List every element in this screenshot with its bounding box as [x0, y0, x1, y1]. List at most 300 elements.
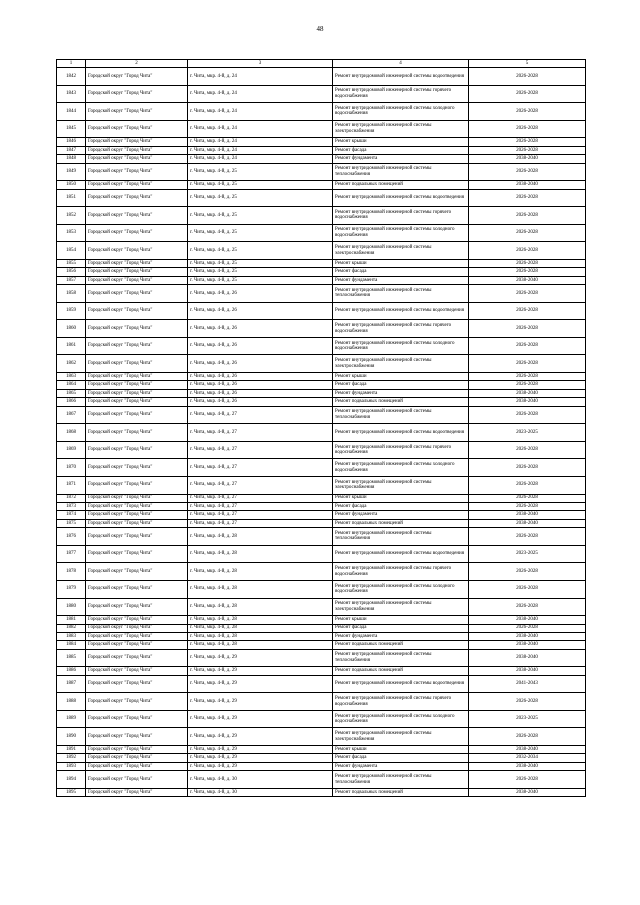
row-number-cell: 1865: [57, 389, 86, 397]
address-cell: г. Чита, мкр. 4-й, д. 27: [188, 519, 333, 527]
period-cell: 2026-2028: [469, 381, 586, 389]
work-type-cell: Ремонт фасада: [333, 146, 469, 154]
row-number-cell: 1854: [57, 242, 86, 260]
table-row: [57, 580, 586, 598]
table-header-row: [57, 60, 586, 68]
table-row: [57, 302, 586, 320]
work-type-cell: Ремонт внутридомовой инженерной системы холодного водоснабжения: [333, 103, 469, 121]
row-number-cell: 1868: [57, 424, 86, 442]
table-row: [57, 146, 586, 154]
period-cell: 2026-2028: [469, 242, 586, 260]
table-row: [57, 406, 586, 424]
row-number-cell: 1892: [57, 754, 86, 762]
work-type-cell: Ремонт внутридомовой инженерной системы горячего водоснабжения: [333, 320, 469, 338]
municipality-cell: Городской округ "Город Чита": [86, 502, 188, 510]
table-row: [57, 189, 586, 207]
row-number-cell: 1857: [57, 276, 86, 284]
period-cell: 2038-2040: [469, 641, 586, 649]
row-number-cell: 1886: [57, 667, 86, 675]
row-number-cell: 1880: [57, 598, 86, 616]
municipality-cell: Городской округ "Город Чита": [86, 373, 188, 381]
work-type-cell: Ремонт фасада: [333, 268, 469, 276]
address-cell: г. Чита, мкр. 4-й, д. 27: [188, 494, 333, 502]
work-type-cell: Ремонт внутридомовой инженерной системы теплоснабжения: [333, 649, 469, 667]
municipality-cell: Городской округ "Город Чита": [86, 398, 188, 406]
work-type-cell: Ремонт внутридомовой инженерной системы горячего водоснабжения: [333, 85, 469, 103]
address-cell: г. Чита, мкр. 4-й, д. 30: [188, 771, 333, 789]
work-type-cell: Ремонт внутридомовой инженерной системы теплоснабжения: [333, 771, 469, 789]
municipality-cell: Городской округ "Город Чита": [86, 476, 188, 494]
work-type-cell: Ремонт фундамента: [333, 511, 469, 519]
table-row: [57, 494, 586, 502]
period-cell: 2026-2028: [469, 138, 586, 146]
period-cell: 2026-2028: [469, 693, 586, 711]
table-row: [57, 545, 586, 563]
address-cell: г. Чита, мкр. 4-й, д. 29: [188, 667, 333, 675]
municipality-cell: Городской округ "Город Чита": [86, 762, 188, 770]
address-cell: г. Чита, мкр. 4-й, д. 24: [188, 138, 333, 146]
work-type-cell: Ремонт фасада: [333, 381, 469, 389]
period-cell: 2026-2028: [469, 146, 586, 154]
table-row: [57, 381, 586, 389]
period-cell: 2026-2028: [469, 207, 586, 225]
period-cell: 2026-2028: [469, 285, 586, 303]
municipality-cell: Городской округ "Город Чита": [86, 120, 188, 138]
row-number-cell: 1862: [57, 355, 86, 373]
municipality-cell: Городской округ "Город Чита": [86, 519, 188, 527]
municipality-cell: Городской округ "Город Чита": [86, 616, 188, 624]
period-cell: 2026-2028: [469, 163, 586, 181]
row-number-cell: 1884: [57, 641, 86, 649]
period-cell: 2026-2028: [469, 355, 586, 373]
row-number-cell: 1846: [57, 138, 86, 146]
work-type-cell: Ремонт внутридомовой инженерной системы водоотведения: [333, 675, 469, 693]
row-number-cell: 1852: [57, 207, 86, 225]
work-type-cell: Ремонт внутридомовой инженерной системы теплоснабжения: [333, 163, 469, 181]
work-type-cell: Ремонт подвальных помещений: [333, 519, 469, 527]
table-row: [57, 710, 586, 728]
table-row: [57, 624, 586, 632]
municipality-cell: Городской округ "Город Чита": [86, 545, 188, 563]
municipality-cell: Городской округ "Город Чита": [86, 494, 188, 502]
address-cell: г. Чита, мкр. 4-й, д. 29: [188, 754, 333, 762]
table-row: [57, 120, 586, 138]
table-row: [57, 728, 586, 746]
municipality-cell: Городской округ "Город Чита": [86, 693, 188, 711]
period-cell: 2038-2040: [469, 616, 586, 624]
table-row: [57, 181, 586, 189]
period-cell: 2041-2043: [469, 675, 586, 693]
period-cell: 2026-2028: [469, 406, 586, 424]
municipality-cell: Городской округ "Город Чита": [86, 224, 188, 242]
row-number-cell: 1859: [57, 302, 86, 320]
address-cell: г. Чита, мкр. 4-й, д. 29: [188, 762, 333, 770]
row-number-cell: 1851: [57, 189, 86, 207]
work-type-cell: Ремонт крыши: [333, 746, 469, 754]
municipality-cell: Городской округ "Город Чита": [86, 155, 188, 163]
period-cell: 2026-2028: [469, 103, 586, 121]
address-cell: г. Чита, мкр. 4-й, д. 25: [188, 224, 333, 242]
table-row: [57, 207, 586, 225]
address-cell: г. Чита, мкр. 4-й, д. 24: [188, 68, 333, 86]
work-type-cell: Ремонт внутридомовой инженерной системы водоотведения: [333, 68, 469, 86]
address-cell: г. Чита, мкр. 4-й, д. 29: [188, 710, 333, 728]
period-cell: 2038-2040: [469, 181, 586, 189]
repair-schedule-table: [56, 59, 586, 797]
municipality-cell: Городской округ "Город Чита": [86, 138, 188, 146]
row-number-cell: 1845: [57, 120, 86, 138]
row-number-cell: 1861: [57, 337, 86, 355]
period-cell: 2026-2028: [469, 320, 586, 338]
address-cell: г. Чита, мкр. 4-й, д. 26: [188, 320, 333, 338]
row-number-cell: 1891: [57, 746, 86, 754]
work-type-cell: Ремонт внутридомовой инженерной системы теплоснабжения: [333, 528, 469, 546]
work-type-cell: Ремонт внутридомовой инженерной системы электроснабжения: [333, 242, 469, 260]
table-row: [57, 138, 586, 146]
row-number-cell: 1877: [57, 545, 86, 563]
row-number-cell: 1881: [57, 616, 86, 624]
municipality-cell: Городской округ "Город Чита": [86, 754, 188, 762]
address-cell: г. Чита, мкр. 4-й, д. 28: [188, 563, 333, 581]
table-row: [57, 641, 586, 649]
work-type-cell: Ремонт подвальных помещений: [333, 181, 469, 189]
address-cell: г. Чита, мкр. 4-й, д. 26: [188, 337, 333, 355]
work-type-cell: Ремонт фасада: [333, 624, 469, 632]
period-cell: 2026-2028: [469, 728, 586, 746]
work-type-cell: Ремонт подвальных помещений: [333, 641, 469, 649]
work-type-cell: Ремонт внутридомовой инженерной системы горячего водоснабжения: [333, 207, 469, 225]
table-row: [57, 746, 586, 754]
address-cell: г. Чита, мкр. 4-й, д. 27: [188, 511, 333, 519]
table-row: [57, 476, 586, 494]
table-row: [57, 598, 586, 616]
address-cell: г. Чита, мкр. 4-й, д. 24: [188, 103, 333, 121]
row-number-cell: 1860: [57, 320, 86, 338]
table-row: [57, 155, 586, 163]
address-cell: г. Чита, мкр. 4-й, д. 27: [188, 424, 333, 442]
address-cell: г. Чита, мкр. 4-й, д. 29: [188, 728, 333, 746]
municipality-cell: Городской округ "Город Чита": [86, 163, 188, 181]
work-type-cell: Ремонт крыши: [333, 259, 469, 267]
period-cell: 2023-2025: [469, 710, 586, 728]
table-row: [57, 519, 586, 527]
row-number-cell: 1864: [57, 381, 86, 389]
work-type-cell: Ремонт внутридомовой инженерной системы электроснабжения: [333, 598, 469, 616]
municipality-cell: Городской округ "Город Чита": [86, 580, 188, 598]
table-row: [57, 85, 586, 103]
period-cell: 2038-2040: [469, 398, 586, 406]
row-number-cell: 1885: [57, 649, 86, 667]
address-cell: г. Чита, мкр. 4-й, д. 29: [188, 693, 333, 711]
address-cell: г. Чита, мкр. 4-й, д. 28: [188, 632, 333, 640]
work-type-cell: Ремонт фундамента: [333, 389, 469, 397]
work-type-cell: Ремонт внутридомовой инженерной системы электроснабжения: [333, 728, 469, 746]
municipality-cell: Городской округ "Город Чита": [86, 68, 188, 86]
table-row: [57, 398, 586, 406]
address-cell: г. Чита, мкр. 4-й, д. 28: [188, 528, 333, 546]
municipality-cell: Городской округ "Город Чита": [86, 441, 188, 459]
table-row: [57, 355, 586, 373]
work-type-cell: Ремонт внутридомовой инженерной системы водоотведения: [333, 189, 469, 207]
address-cell: г. Чита, мкр. 4-й, д. 26: [188, 389, 333, 397]
address-cell: г. Чита, мкр. 4-й, д. 26: [188, 381, 333, 389]
table-row: [57, 771, 586, 789]
period-cell: 2032-2034: [469, 754, 586, 762]
work-type-cell: Ремонт внутридомовой инженерной системы теплоснабжения: [333, 285, 469, 303]
period-cell: 2026-2028: [469, 502, 586, 510]
period-cell: 2038-2040: [469, 276, 586, 284]
table-row: [57, 242, 586, 260]
municipality-cell: Городской округ "Город Чита": [86, 641, 188, 649]
municipality-cell: Городской округ "Город Чита": [86, 598, 188, 616]
row-number-cell: 1889: [57, 710, 86, 728]
work-type-cell: Ремонт подвальных помещений: [333, 667, 469, 675]
work-type-cell: Ремонт внутридомовой инженерной системы электроснабжения: [333, 120, 469, 138]
address-cell: г. Чита, мкр. 4-й, д. 28: [188, 580, 333, 598]
work-type-cell: Ремонт внутридомовой инженерной системы электроснабжения: [333, 355, 469, 373]
period-cell: 2026-2028: [469, 624, 586, 632]
period-cell: 2038-2040: [469, 788, 586, 796]
municipality-cell: Городской округ "Город Чита": [86, 207, 188, 225]
row-number-cell: 1843: [57, 85, 86, 103]
row-number-cell: 1842: [57, 68, 86, 86]
table-row: [57, 632, 586, 640]
period-cell: 2038-2040: [469, 667, 586, 675]
row-number-cell: 1882: [57, 624, 86, 632]
municipality-cell: Городской округ "Город Чита": [86, 337, 188, 355]
row-number-cell: 1858: [57, 285, 86, 303]
period-cell: 2026-2028: [469, 120, 586, 138]
municipality-cell: Городской округ "Город Чита": [86, 667, 188, 675]
period-cell: 2026-2028: [469, 580, 586, 598]
work-type-cell: Ремонт крыши: [333, 373, 469, 381]
period-cell: 2026-2028: [469, 302, 586, 320]
municipality-cell: Городской округ "Город Чита": [86, 632, 188, 640]
row-number-cell: 1890: [57, 728, 86, 746]
municipality-cell: Городской округ "Город Чита": [86, 511, 188, 519]
table-row: [57, 285, 586, 303]
table-row: [57, 389, 586, 397]
address-cell: г. Чита, мкр. 4-й, д. 24: [188, 120, 333, 138]
row-number-cell: 1870: [57, 459, 86, 477]
table-row: [57, 762, 586, 770]
municipality-cell: Городской округ "Город Чита": [86, 381, 188, 389]
table-row: [57, 103, 586, 121]
table-row: [57, 502, 586, 510]
row-number-cell: 1856: [57, 268, 86, 276]
work-type-cell: Ремонт внутридомовой инженерной системы холодного водоснабжения: [333, 224, 469, 242]
work-type-cell: Ремонт крыши: [333, 616, 469, 624]
municipality-cell: Городской округ "Город Чита": [86, 268, 188, 276]
row-number-cell: 1887: [57, 675, 86, 693]
address-cell: г. Чита, мкр. 4-й, д. 26: [188, 398, 333, 406]
table-row: [57, 459, 586, 477]
municipality-cell: Городской округ "Город Чита": [86, 285, 188, 303]
period-cell: 2026-2028: [469, 68, 586, 86]
row-number-cell: 1874: [57, 511, 86, 519]
period-cell: 2026-2028: [469, 476, 586, 494]
municipality-cell: Городской округ "Город Чита": [86, 710, 188, 728]
address-cell: г. Чита, мкр. 4-й, д. 24: [188, 85, 333, 103]
period-cell: 2038-2040: [469, 762, 586, 770]
municipality-cell: Городской округ "Город Чита": [86, 276, 188, 284]
work-type-cell: Ремонт внутридомовой инженерной системы водоотведения: [333, 545, 469, 563]
table-row: [57, 337, 586, 355]
period-cell: 2038-2040: [469, 155, 586, 163]
period-cell: 2026-2028: [469, 268, 586, 276]
address-cell: г. Чита, мкр. 4-й, д. 29: [188, 649, 333, 667]
work-type-cell: Ремонт фундамента: [333, 632, 469, 640]
table-row: [57, 754, 586, 762]
work-type-cell: Ремонт фасада: [333, 502, 469, 510]
work-type-cell: Ремонт крыши: [333, 138, 469, 146]
municipality-cell: Городской округ "Город Чита": [86, 528, 188, 546]
address-cell: г. Чита, мкр. 4-й, д. 29: [188, 675, 333, 693]
municipality-cell: Городской округ "Город Чита": [86, 406, 188, 424]
work-type-cell: Ремонт внутридомовой инженерной системы электроснабжения: [333, 476, 469, 494]
address-cell: г. Чита, мкр. 4-й, д. 28: [188, 616, 333, 624]
address-cell: г. Чита, мкр. 4-й, д. 29: [188, 746, 333, 754]
municipality-cell: Городской округ "Город Чита": [86, 675, 188, 693]
work-type-cell: Ремонт фундамента: [333, 276, 469, 284]
row-number-cell: 1893: [57, 762, 86, 770]
municipality-cell: Городской округ "Город Чита": [86, 103, 188, 121]
work-type-cell: Ремонт внутридомовой инженерной системы холодного водоснабжения: [333, 459, 469, 477]
column-header: 4: [333, 60, 469, 68]
municipality-cell: Городской округ "Город Чита": [86, 788, 188, 796]
row-number-cell: 1872: [57, 494, 86, 502]
row-number-cell: 1848: [57, 155, 86, 163]
row-number-cell: 1883: [57, 632, 86, 640]
municipality-cell: Городской округ "Город Чита": [86, 146, 188, 154]
municipality-cell: Городской округ "Город Чита": [86, 771, 188, 789]
address-cell: г. Чита, мкр. 4-й, д. 25: [188, 242, 333, 260]
work-type-cell: Ремонт фундамента: [333, 762, 469, 770]
period-cell: 2038-2040: [469, 649, 586, 667]
address-cell: г. Чита, мкр. 4-й, д. 27: [188, 476, 333, 494]
row-number-cell: 1878: [57, 563, 86, 581]
row-number-cell: 1895: [57, 788, 86, 796]
row-number-cell: 1888: [57, 693, 86, 711]
row-number-cell: 1847: [57, 146, 86, 154]
table-row: [57, 616, 586, 624]
row-number-cell: 1866: [57, 398, 86, 406]
row-number-cell: 1873: [57, 502, 86, 510]
municipality-cell: Городской округ "Город Чита": [86, 85, 188, 103]
address-cell: г. Чита, мкр. 4-й, д. 28: [188, 598, 333, 616]
table-row: [57, 268, 586, 276]
work-type-cell: Ремонт внутридомовой инженерной системы холодного водоснабжения: [333, 710, 469, 728]
work-type-cell: Ремонт внутридомовой инженерной системы холодного водоснабжения: [333, 580, 469, 598]
municipality-cell: Городской округ "Город Чита": [86, 728, 188, 746]
table-body: [57, 60, 586, 797]
address-cell: г. Чита, мкр. 4-й, д. 24: [188, 146, 333, 154]
address-cell: г. Чита, мкр. 4-й, д. 25: [188, 268, 333, 276]
column-header: 2: [86, 60, 188, 68]
period-cell: 2038-2040: [469, 511, 586, 519]
municipality-cell: Городской округ "Город Чита": [86, 563, 188, 581]
table-row: [57, 441, 586, 459]
municipality-cell: Городской округ "Город Чита": [86, 259, 188, 267]
address-cell: г. Чита, мкр. 4-й, д. 25: [188, 207, 333, 225]
address-cell: г. Чита, мкр. 4-й, д. 26: [188, 285, 333, 303]
municipality-cell: Городской округ "Город Чита": [86, 459, 188, 477]
municipality-cell: Городской округ "Город Чита": [86, 181, 188, 189]
address-cell: г. Чита, мкр. 4-й, д. 26: [188, 302, 333, 320]
work-type-cell: Ремонт внутридомовой инженерной системы холодного водоснабжения: [333, 337, 469, 355]
municipality-cell: Городской округ "Город Чита": [86, 242, 188, 260]
table-row: [57, 528, 586, 546]
period-cell: 2026-2028: [469, 563, 586, 581]
page-number: 48: [316, 25, 324, 33]
address-cell: г. Чита, мкр. 4-й, д. 28: [188, 624, 333, 632]
period-cell: 2023-2025: [469, 424, 586, 442]
table-row: [57, 563, 586, 581]
table-row: [57, 276, 586, 284]
period-cell: 2026-2028: [469, 459, 586, 477]
row-number-cell: 1863: [57, 373, 86, 381]
period-cell: 2026-2028: [469, 189, 586, 207]
period-cell: 2026-2028: [469, 373, 586, 381]
row-number-cell: 1867: [57, 406, 86, 424]
row-number-cell: 1871: [57, 476, 86, 494]
address-cell: г. Чита, мкр. 4-й, д. 30: [188, 788, 333, 796]
period-cell: 2026-2028: [469, 85, 586, 103]
municipality-cell: Городской округ "Город Чита": [86, 746, 188, 754]
row-number-cell: 1844: [57, 103, 86, 121]
table-row: [57, 667, 586, 675]
municipality-cell: Городской округ "Город Чита": [86, 320, 188, 338]
address-cell: г. Чита, мкр. 4-й, д. 25: [188, 163, 333, 181]
period-cell: 2026-2028: [469, 771, 586, 789]
municipality-cell: Городской округ "Город Чита": [86, 649, 188, 667]
work-type-cell: Ремонт внутридомовой инженерной системы горячего водоснабжения: [333, 441, 469, 459]
municipality-cell: Городской округ "Город Чита": [86, 424, 188, 442]
table-row: [57, 649, 586, 667]
table-row: [57, 693, 586, 711]
period-cell: 2038-2040: [469, 519, 586, 527]
row-number-cell: 1875: [57, 519, 86, 527]
row-number-cell: 1849: [57, 163, 86, 181]
municipality-cell: Городской округ "Город Чита": [86, 389, 188, 397]
address-cell: г. Чита, мкр. 4-й, д. 25: [188, 276, 333, 284]
column-header: 3: [188, 60, 333, 68]
address-cell: г. Чита, мкр. 4-й, д. 25: [188, 181, 333, 189]
column-header: 5: [469, 60, 586, 68]
table-row: [57, 373, 586, 381]
period-cell: 2026-2028: [469, 598, 586, 616]
work-type-cell: Ремонт внутридомовой инженерной системы водоотведения: [333, 424, 469, 442]
row-number-cell: 1850: [57, 181, 86, 189]
address-cell: г. Чита, мкр. 4-й, д. 27: [188, 406, 333, 424]
period-cell: 2023-2025: [469, 545, 586, 563]
address-cell: г. Чита, мкр. 4-й, д. 26: [188, 355, 333, 373]
municipality-cell: Городской округ "Город Чита": [86, 302, 188, 320]
address-cell: г. Чита, мкр. 4-й, д. 24: [188, 155, 333, 163]
row-number-cell: 1855: [57, 259, 86, 267]
period-cell: 2026-2028: [469, 259, 586, 267]
table-row: [57, 259, 586, 267]
address-cell: г. Чита, мкр. 4-й, д. 27: [188, 502, 333, 510]
address-cell: г. Чита, мкр. 4-й, д. 28: [188, 641, 333, 649]
row-number-cell: 1879: [57, 580, 86, 598]
work-type-cell: Ремонт подвальных помещений: [333, 788, 469, 796]
period-cell: 2026-2028: [469, 528, 586, 546]
table-row: [57, 788, 586, 796]
row-number-cell: 1894: [57, 771, 86, 789]
work-type-cell: Ремонт подвальных помещений: [333, 398, 469, 406]
table-row: [57, 675, 586, 693]
